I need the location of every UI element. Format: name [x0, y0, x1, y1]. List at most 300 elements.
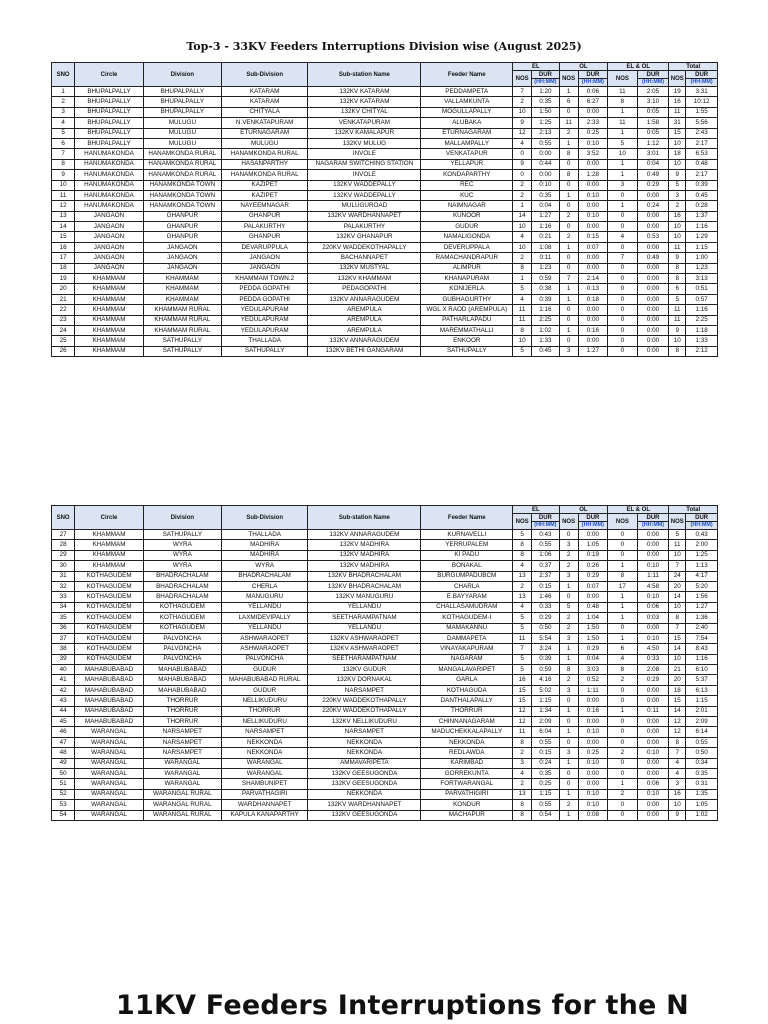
table-cell: 0:33 [637, 654, 669, 664]
table-cell: 1:23 [532, 263, 559, 273]
table-cell: 2:05 [637, 87, 669, 97]
table-cell: NEKKONDA [221, 748, 308, 758]
table-cell: FORTWARANGAL [421, 779, 513, 789]
group-el: EL [513, 63, 559, 71]
table-cell: KOTHAGUDEM [75, 654, 144, 664]
table-cell: DAMMAPETA [421, 633, 513, 643]
table-cell: 0:00 [578, 696, 608, 706]
table-cell: 15 [52, 232, 75, 242]
table-cell: 0:48 [578, 602, 608, 612]
table-cell: WARANGAL [75, 727, 144, 737]
table-cell: 0:05 [637, 128, 669, 138]
table-cell: DEVARUPPULA [221, 242, 308, 252]
col-substation: Sub-station Name [308, 63, 421, 87]
table-cell: MALLAMPALLY [421, 138, 513, 148]
table-cell: 10 [608, 149, 638, 159]
table-cell: 49 [52, 758, 75, 768]
table-cell: 0:10 [578, 789, 608, 799]
table-cell: 0:49 [637, 170, 669, 180]
table-cell: PATHARLAPADU [421, 315, 513, 325]
table-cell: HANAMKONDA TOWN [143, 190, 221, 200]
table-cell: 2:09 [532, 717, 559, 727]
table-cell: BHADRACHALAM [143, 592, 221, 602]
table-cell: WARANGAL [75, 800, 144, 810]
table-cell: 1 [559, 294, 578, 304]
table-cell: PARVATHIGIRI [421, 789, 513, 799]
table-cell: KUC [421, 190, 513, 200]
table-cell: KOTHAGUDEM [75, 602, 144, 612]
table-cell: JANGAON [221, 263, 308, 273]
table-cell: WARANGAL [143, 768, 221, 778]
table-cell: 0:19 [578, 550, 608, 560]
table-cell: CHINNANAGARAM [421, 717, 513, 727]
table-cell: 132KV WADDEPALLY [308, 180, 421, 190]
table-cell: THORRUR [221, 706, 308, 716]
table-cell: 3 [52, 107, 75, 117]
unit-label: (HH:MM) [686, 79, 718, 87]
table-row [52, 717, 718, 727]
table-cell: 1:35 [686, 789, 718, 799]
table-cell: HANAMKONDA TOWN [143, 180, 221, 190]
col-subdivision: Sub-Division [221, 506, 308, 530]
table-cell: 0:50 [532, 623, 559, 633]
table-cell: WYRA [143, 540, 221, 550]
table-cell: 1:02 [686, 810, 718, 820]
table-cell: WARANGAL [143, 779, 221, 789]
table-cell: NARSAMPET [308, 727, 421, 737]
table-cell: 9 [52, 170, 75, 180]
table-cell: 5 [669, 530, 686, 540]
table-cell: 1:11 [578, 685, 608, 695]
table-cell: 6 [52, 138, 75, 148]
table-cell: 0:00 [637, 768, 669, 778]
table-cell: 1:12 [637, 138, 669, 148]
table-cell: GUBHAGURTHY [421, 294, 513, 304]
table-cell: 11 [513, 315, 532, 325]
table-cell: 0:55 [532, 138, 559, 148]
table-cell: 0:00 [637, 737, 669, 747]
table-row [52, 346, 718, 356]
table-cell: MADHIRA [221, 540, 308, 550]
col-elol-nos: NOS [608, 71, 638, 87]
table-cell: NEKKONDA [308, 748, 421, 758]
table-cell: SEETHARAMPATNAM [308, 654, 421, 664]
table-cell: 2 [513, 97, 532, 107]
col-division: Division [143, 63, 221, 87]
table-cell: 1 [559, 242, 578, 252]
table-row [52, 138, 718, 148]
table-cell: 2 [559, 128, 578, 138]
table-row [52, 97, 718, 107]
table-cell: 10:12 [686, 97, 718, 107]
table-cell: 41 [52, 675, 75, 685]
table-cell: 0:10 [578, 138, 608, 148]
table-cell: KONIJERLA [421, 284, 513, 294]
table-cell: 132KV MULUG [308, 138, 421, 148]
col-el-dur: DUR [532, 514, 559, 522]
table-cell: RAMACHANDRAPUR [421, 253, 513, 263]
unit-label: (HH:MM) [637, 79, 669, 87]
col-substation: Sub-station Name [308, 506, 421, 530]
table-cell: WARDHANNAPET [221, 800, 308, 810]
table-cell: 4 [513, 561, 532, 571]
table-cell: 0:13 [578, 284, 608, 294]
table-cell: 1 [608, 201, 638, 211]
table-cell: 0:24 [637, 201, 669, 211]
table-cell: 0:10 [578, 190, 608, 200]
table-cell: GUDUR [421, 222, 513, 232]
table-cell: JANGAON [143, 263, 221, 273]
table-cell: 44 [52, 706, 75, 716]
table-cell: 1:27 [578, 346, 608, 356]
unit-label: (HH:MM) [686, 522, 718, 530]
table-cell: CHITYALA [221, 107, 308, 117]
table-cell: 0 [608, 768, 638, 778]
table-cell: 0 [608, 685, 638, 695]
table-cell: KOTHAGUDEM [75, 592, 144, 602]
table-cell: 0:00 [637, 305, 669, 315]
table-cell: BHUPALPALLY [75, 118, 144, 128]
table-cell: 1:25 [532, 118, 559, 128]
table-cell: 0:00 [578, 222, 608, 232]
table-cell: 1 [559, 810, 578, 820]
table-cell: MADUCHEKKALAPALLY [421, 727, 513, 737]
table-cell: KOTHAGUDEM [143, 613, 221, 623]
table-cell: PALVONCHA [221, 654, 308, 664]
table-cell: SEETHARAMPATNAM [308, 613, 421, 623]
table-cell: 0:00 [578, 768, 608, 778]
table-cell: 0:39 [532, 654, 559, 664]
table-row [52, 696, 718, 706]
table-cell: 28 [52, 540, 75, 550]
table-cell: NAMALIGONDA [421, 232, 513, 242]
table-cell: WARANGAL [143, 758, 221, 768]
table-cell: 132KV BHADRACHALAM [308, 571, 421, 581]
table-cell: 0:00 [637, 274, 669, 284]
table-cell: BHUPALPALLY [143, 97, 221, 107]
table-cell: PEDDAMPETA [421, 87, 513, 97]
table-cell: 0:25 [532, 779, 559, 789]
table-cell: 4 [513, 768, 532, 778]
table-cell: 10 [513, 222, 532, 232]
table-cell: 30 [52, 561, 75, 571]
table-cell: 4 [52, 118, 75, 128]
table-row [52, 758, 718, 768]
table-cell: 0:33 [532, 602, 559, 612]
table-cell: 2:17 [686, 170, 718, 180]
table-cell: KHANAPURAM [421, 274, 513, 284]
table-cell: KHAMMAM RURAL [143, 325, 221, 335]
table-cell: 1:15 [532, 696, 559, 706]
table-cell: WYRA [143, 561, 221, 571]
table-cell: INVOLE [308, 170, 421, 180]
table-cell: 0:00 [578, 159, 608, 169]
table-cell: 11 [669, 540, 686, 550]
table-cell: KOTHAGUDEM-I [421, 613, 513, 623]
table-cell: 0 [559, 696, 578, 706]
table-cell: 3 [559, 571, 578, 581]
table-cell: 1:16 [686, 305, 718, 315]
table-cell: 1:27 [686, 602, 718, 612]
table-row [52, 581, 718, 591]
table-cell: 11 [669, 315, 686, 325]
table-row [52, 232, 718, 242]
table-cell: 8 [559, 149, 578, 159]
table-cell: 1:15 [532, 789, 559, 799]
table-cell: MAHABUBABAD [75, 665, 144, 675]
table-cell: YELLANDU [308, 623, 421, 633]
table-cell: KOTHAGUDEM [75, 633, 144, 643]
table-cell: 1 [559, 190, 578, 200]
table-cell: 19 [669, 87, 686, 97]
table-cell: 0:06 [578, 87, 608, 97]
table-cell: 0 [608, 530, 638, 540]
table-cell: 9 [669, 253, 686, 263]
table-cell: 11 [559, 118, 578, 128]
table-cell: 0:00 [637, 263, 669, 273]
col-el-nos: NOS [513, 514, 532, 530]
table-cell: 2 [513, 190, 532, 200]
table-cell: 0:29 [637, 180, 669, 190]
table-cell: 11 [513, 305, 532, 315]
table-cell: 1 [559, 758, 578, 768]
table-cell: MULUGUROAD [308, 201, 421, 211]
table-cell: WYRA [221, 561, 308, 571]
table-cell: 0:00 [578, 201, 608, 211]
table-cell: 9 [513, 159, 532, 169]
table-cell: 6:13 [686, 685, 718, 695]
table-cell: 27 [52, 530, 75, 540]
table-cell: 21 [669, 665, 686, 675]
table-cell: 1:25 [686, 550, 718, 560]
table-cell: 0:59 [532, 665, 559, 675]
table-cell: 8 [608, 97, 638, 107]
table-cell: 0 [608, 727, 638, 737]
table-cell: 1 [608, 613, 638, 623]
table-cell: 0:00 [578, 530, 608, 540]
table-cell: 0:11 [532, 253, 559, 263]
table-cell: 0:26 [578, 561, 608, 571]
table-cell: 16 [669, 789, 686, 799]
table-cell: 4:16 [532, 675, 559, 685]
table-cell: KHAMMAM [75, 336, 144, 346]
table-cell: 132KV BHADRACHALAM [308, 581, 421, 591]
table-cell: 7 [52, 149, 75, 159]
table-cell: 0:00 [578, 180, 608, 190]
table-cell: HANUMAKONDA [75, 170, 144, 180]
col-sno: SNO [52, 506, 75, 530]
table-row [52, 561, 718, 571]
col-sno: SNO [52, 63, 75, 87]
table-cell: 1 [559, 87, 578, 97]
table-cell: CHERLA [221, 581, 308, 591]
table-cell: 40 [52, 665, 75, 675]
table-cell: 0 [608, 810, 638, 820]
table-cell: 132KV GEESUGONDA [308, 810, 421, 820]
table-cell: 0 [559, 315, 578, 325]
table-cell: 8 [513, 810, 532, 820]
table-cell: 0 [608, 263, 638, 273]
table-cell: 36 [52, 623, 75, 633]
table-cell: 7 [559, 274, 578, 284]
table-cell: THORRUR [143, 717, 221, 727]
table-cell: JANGAON [75, 253, 144, 263]
table-cell: MAHABUBABAD [143, 675, 221, 685]
table-cell: 8 [559, 170, 578, 180]
table-cell: 7 [669, 561, 686, 571]
table-cell: MAREMMATHALLI [421, 325, 513, 335]
table-row [52, 779, 718, 789]
table-row [52, 294, 718, 304]
table-row [52, 325, 718, 335]
table-cell: 0:55 [532, 737, 559, 747]
table-cell: HANAMKONDA RURAL [143, 159, 221, 169]
table-cell: 0 [608, 294, 638, 304]
table-cell: 5 [513, 530, 532, 540]
table-cell: KHAMMAM [75, 294, 144, 304]
table-cell: 0:00 [578, 305, 608, 315]
table-cell: 0 [608, 800, 638, 810]
table-cell: KHAMMAM RURAL [143, 305, 221, 315]
table-cell: 52 [52, 789, 75, 799]
table-cell: 0:00 [578, 253, 608, 263]
table-cell: 2 [559, 675, 578, 685]
table-cell: 0:00 [637, 810, 669, 820]
table-cell: 26 [52, 346, 75, 356]
table-cell: 1:11 [637, 571, 669, 581]
table-cell: 2:01 [686, 706, 718, 716]
table-cell: MAHABUBABAD [143, 685, 221, 695]
table-cell: 2 [559, 561, 578, 571]
table-cell: 12 [52, 201, 75, 211]
table-cell: 7 [669, 748, 686, 758]
table-cell: 0:10 [637, 748, 669, 758]
table-cell: 0:10 [637, 789, 669, 799]
table-cell: 1:16 [532, 222, 559, 232]
table-cell: 43 [52, 696, 75, 706]
table-cell: KHAMMAM [75, 550, 144, 560]
table-cell: 1:02 [532, 325, 559, 335]
table-row [52, 654, 718, 664]
table-row [52, 530, 718, 540]
table-cell: BHUPALPALLY [75, 97, 144, 107]
table-cell: 0 [559, 305, 578, 315]
table-cell: 2 [513, 748, 532, 758]
table-1-body [52, 87, 718, 357]
table-cell: YELLANDU [308, 602, 421, 612]
table-cell: SATHUPALLY [143, 336, 221, 346]
table-cell: AREMPULA [308, 315, 421, 325]
table-cell: 9 [669, 170, 686, 180]
table-row [52, 190, 718, 200]
table-cell: DEVERUPPALA [421, 242, 513, 252]
table-cell: 4:17 [686, 571, 718, 581]
table-cell: 0:00 [578, 717, 608, 727]
table-cell: 0 [608, 336, 638, 346]
col-elol-dur: DUR [637, 514, 669, 522]
table-row [52, 274, 718, 284]
table-cell: 132KV WARDHANNAPET [308, 800, 421, 810]
table-cell: 1:16 [532, 305, 559, 315]
table-cell: 0:00 [578, 737, 608, 747]
table-cell: KOTHAGUDEM [75, 581, 144, 591]
table-cell: 0:45 [686, 190, 718, 200]
table-cell: GHANPUR [221, 211, 308, 221]
table-cell: 0 [608, 758, 638, 768]
table-cell: HANUMAKONDA [75, 149, 144, 159]
table-cell: 1:34 [532, 706, 559, 716]
table-cell: 0:10 [637, 561, 669, 571]
table-cell: KHAMMAM [75, 305, 144, 315]
table-row [52, 727, 718, 737]
table-cell: 132KV MADHIRA [308, 540, 421, 550]
table-cell: WARANGAL [221, 768, 308, 778]
table-cell: SATHUPALLY [143, 346, 221, 356]
table-cell: BHUPALPALLY [143, 107, 221, 117]
table-cell: 0:10 [637, 633, 669, 643]
table-cell: 14 [669, 644, 686, 654]
table-cell: GARLA [421, 675, 513, 685]
table-cell: 5 [608, 138, 638, 148]
table-cell: 2 [513, 581, 532, 591]
table-cell: 4 [608, 232, 638, 242]
table-cell: 39 [52, 654, 75, 664]
table-cell: VINAYAKAPURAM [421, 644, 513, 654]
col-feeder: Feeder Name [421, 63, 513, 87]
table-cell: 1:04 [578, 613, 608, 623]
table-row [52, 253, 718, 263]
table-cell: 51 [52, 779, 75, 789]
table-cell: 1:56 [686, 592, 718, 602]
table-cell: THORRUR [143, 706, 221, 716]
table-cell: BONAKAL [421, 561, 513, 571]
table-cell: 2 [559, 232, 578, 242]
table-cell: 4 [669, 758, 686, 768]
table-cell: 0 [513, 170, 532, 180]
table-cell: 0:28 [686, 201, 718, 211]
table-cell: 7 [608, 253, 638, 263]
col-el-dur: DUR [532, 71, 559, 79]
table-cell: 2 [559, 623, 578, 633]
table-cell: 5 [513, 613, 532, 623]
table-cell: 1:15 [686, 696, 718, 706]
table-cell: 0 [608, 222, 638, 232]
table-cell: 0:29 [578, 644, 608, 654]
table-cell: 2:00 [686, 540, 718, 550]
col-subdivision: Sub-Division [221, 63, 308, 87]
table-cell: 132KV MADHIRA [308, 561, 421, 571]
group-el: EL [513, 506, 559, 514]
table-cell: 132KV WADDEPALLY [308, 190, 421, 200]
table-cell: 132KV MADHIRA [308, 550, 421, 560]
table-cell: NEKKONDA [308, 789, 421, 799]
table-cell: HANAMKONDA RURAL [143, 170, 221, 180]
table-cell: 1 [559, 644, 578, 654]
table-cell: 0 [559, 263, 578, 273]
table-cell: 35 [52, 613, 75, 623]
table-cell: MAHABUBABAD [75, 696, 144, 706]
group-elol: EL & OL [608, 63, 669, 71]
table-cell: 2:25 [686, 315, 718, 325]
table-cell: 10 [513, 336, 532, 346]
table-cell: KOTHAGUDEM [75, 644, 144, 654]
table-cell: 1 [559, 325, 578, 335]
table-cell: KAZIPET [221, 190, 308, 200]
table-cell: 0:10 [578, 758, 608, 768]
table-cell: 9 [669, 810, 686, 820]
table-row [52, 149, 718, 159]
table-cell: 2 [669, 201, 686, 211]
